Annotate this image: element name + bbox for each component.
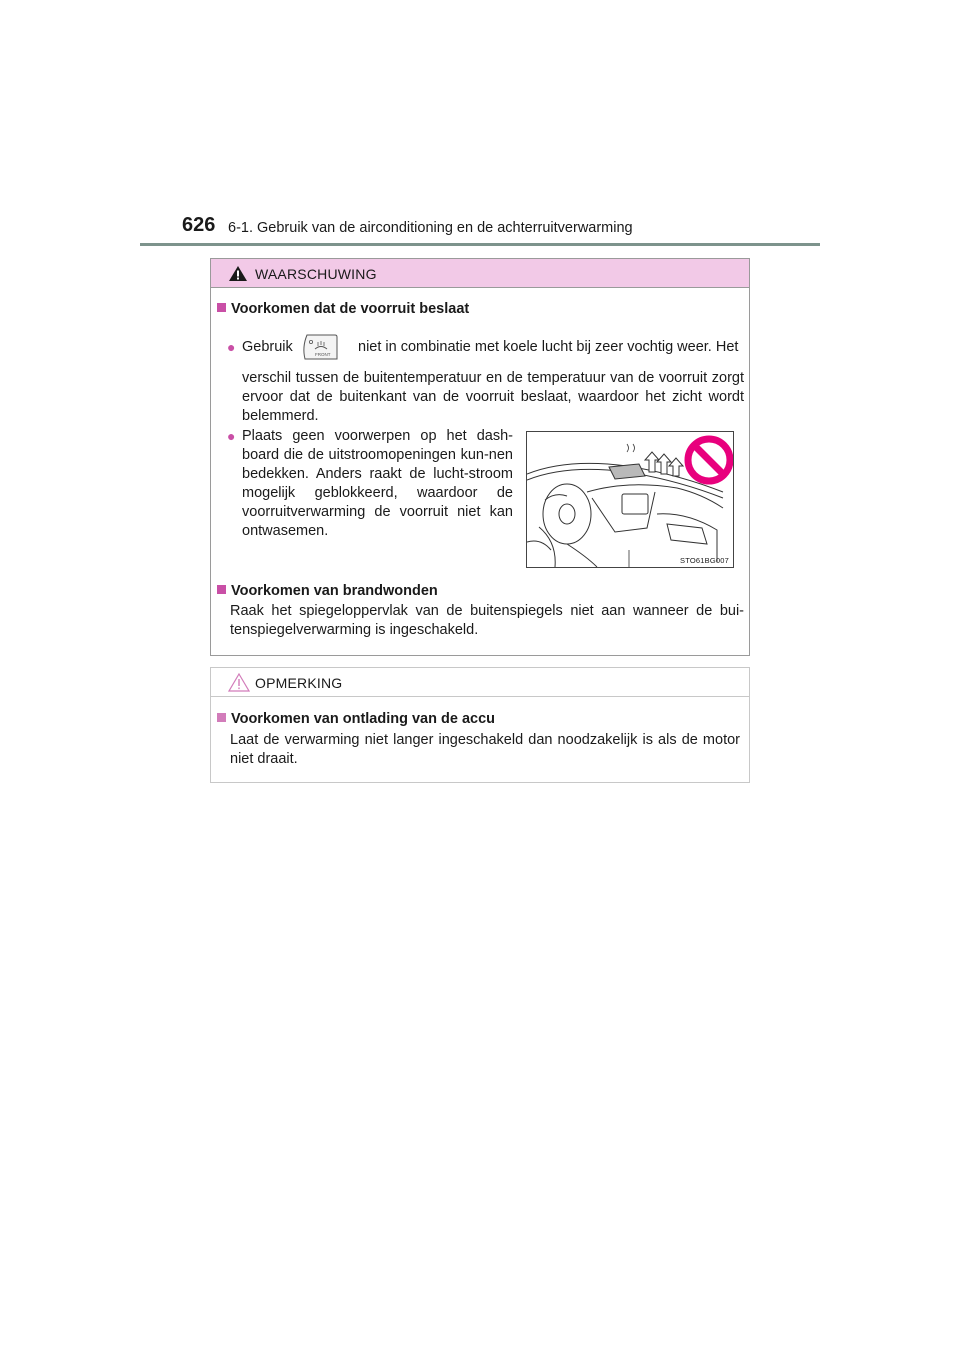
burns-text: Raak het spiegeloppervlak van de buitenspiegels niet aan wanneer de bui-tenspiegelverwarming is ingeschakeld. (230, 603, 744, 638)
round-bullet-icon: ● (227, 428, 236, 444)
bullet-text-after-icon: niet in combinatie met koele lucht bij zeer vochtig weer. Het (358, 339, 739, 355)
header-rule (140, 243, 820, 246)
warning-box (210, 258, 750, 656)
square-bullet-icon (217, 585, 226, 594)
bullet-text-dashboard: Plaats geen voorwerpen op het dash-board die de uitstroomopeningen kun-nen bedekken. Anders raakt de lucht-stroom mogelijk geblokkeerd, waardoor de voorruitverwarming de voorruit niet kan ontwasemen. (242, 428, 513, 539)
battery-text: Laat de verwarming niet langer ingeschakeld dan noodzakelijk is als de motor niet draait. (230, 732, 740, 767)
bullet-text-rest: verschil tussen de buitentemperatuur en de temperatuur van de voorruit zorgt ervoor dat de buitenkant van de voorruit beslaat, waardoor het zicht wordt belemmerd. (242, 370, 744, 424)
section-heading-burns: Voorkomen van brandwonden (217, 583, 438, 599)
warning-label: WAARSCHUWING (255, 266, 377, 282)
square-bullet-icon (217, 713, 226, 722)
section-heading-battery: Voorkomen van ontlading van de accu (217, 711, 495, 727)
note-label: OPMERKING (255, 675, 343, 691)
square-bullet-icon (217, 303, 226, 312)
dashboard-illustration (526, 431, 734, 568)
section-title: 6-1. Gebruik van de airconditioning en de achterruitverwarming (228, 220, 633, 236)
bullet-text-start: Gebruik (242, 339, 293, 355)
svg-text:FRONT: FRONT (315, 352, 331, 357)
note-header (211, 668, 749, 697)
page-header (182, 214, 822, 244)
illustration-code: STO61BG007 (680, 556, 729, 565)
windshield-defogger-button-icon (299, 333, 339, 361)
warning-header (211, 259, 749, 288)
warning-triangle-icon (228, 265, 248, 282)
note-box (210, 667, 750, 783)
page-number: 626 (182, 214, 216, 236)
caution-triangle-icon (228, 673, 250, 692)
round-bullet-icon: ● (227, 339, 236, 355)
section-heading-fog: Voorkomen dat de voorruit beslaat (217, 301, 469, 317)
dashboard-drawing (527, 432, 733, 567)
